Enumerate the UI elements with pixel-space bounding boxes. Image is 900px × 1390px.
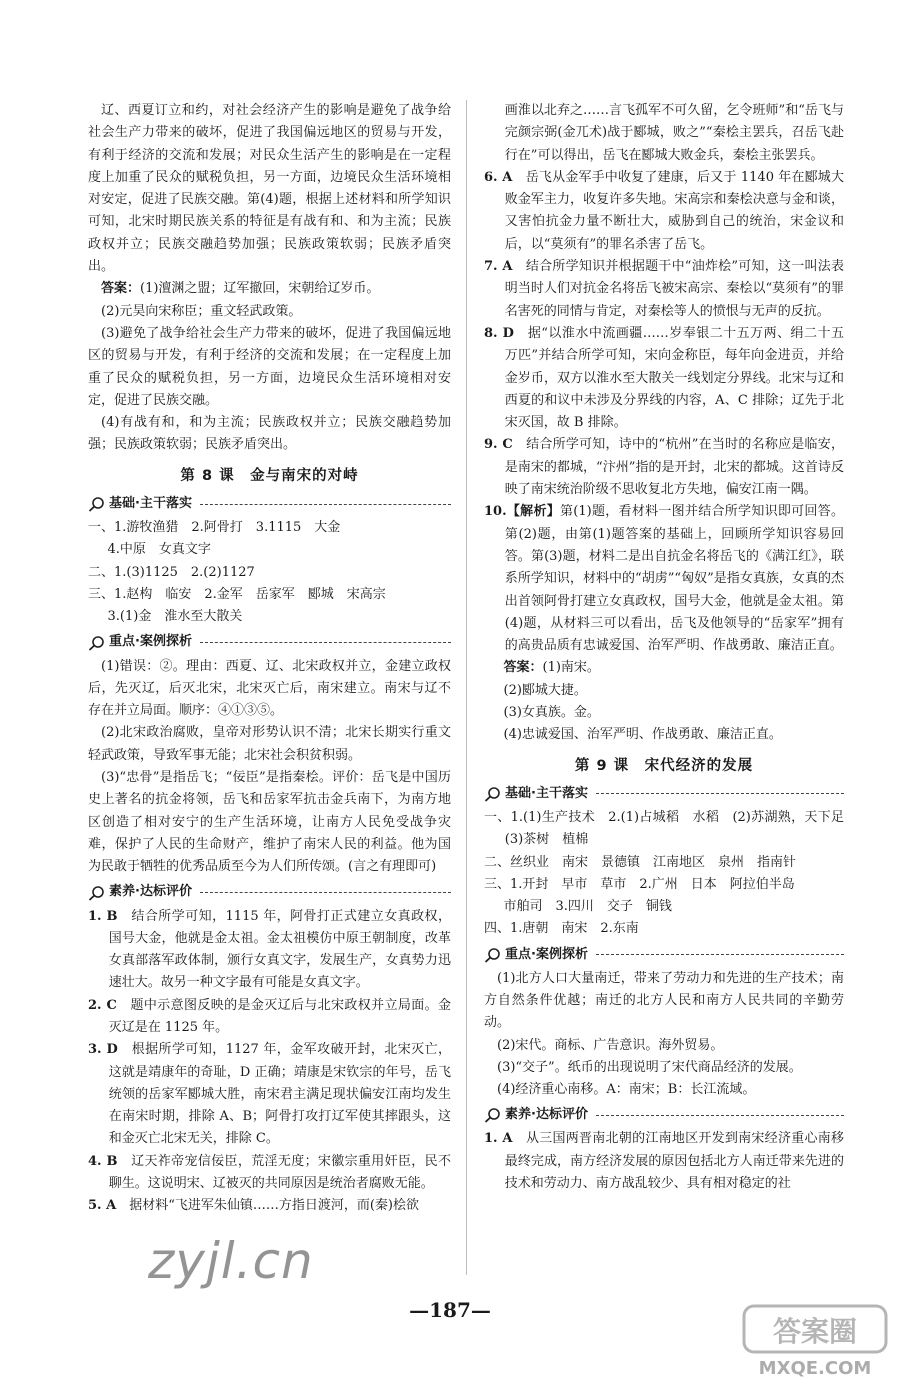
question-1 [88,906,451,995]
section-rule [200,892,451,893]
question-number: 3. D [88,1042,118,1058]
key-item-1: (1)北方人口大量南迁，带来了劳动力和先进的生产技术；南方自然条件优越；南迁的北方人民和南方人民共同的辛勤劳动。 [484,970,844,1031]
section-rule [200,504,451,505]
section-rule [596,793,844,794]
magnifier-icon [88,496,106,512]
question-10 [484,501,844,657]
watermark-left: zyjl.cn [148,1232,314,1290]
question-8 [484,323,844,434]
question-2 [88,995,451,1040]
question-number: 1. A [484,1131,513,1147]
watermark-right-text: MXQE.COM [758,1358,872,1379]
question-number: 4. B [88,1153,118,1169]
watermark-logo [740,1300,890,1380]
basic-item-2: 二、1.(3)1125 2.(2)1127 [88,564,255,580]
question-number: 1. B [88,908,118,924]
basic-item-1: 一、1.游牧渔猎 2.阿骨打 3.1115 大金 [88,520,341,536]
answer-1: (1)澶渊之盟；辽军撤回，宋朝给辽岁币。 [140,281,380,297]
question-9 [484,434,844,501]
answer-label: 答案： [101,281,141,297]
question-7 [484,256,844,323]
question-number: 6. A [484,169,513,185]
basic-item-1: 一、1.(1)生产技术 2.(1)占城稻 水稻 (2)苏湖熟，天下足 (3)茶树 植棉 [484,809,858,848]
question-1 [484,1128,844,1195]
question-number: 10.【解析】 [484,504,561,520]
section-rule [596,954,844,955]
key-item-4: (4)经济重心南移。A：南宋；B：长江流域。 [497,1082,756,1098]
section-title-key: 重点·案例探析 [505,946,588,962]
magnifier-icon [484,947,502,963]
key-item-1: (1)错误：②。理由：西夏、辽、北宋政权并立，金建立政权后，先灭辽，后灭北宋，北宋灭亡后，南宋建立。南宋与辽不存在并立局面。顺序：④①③⑤。 [88,658,451,719]
question-text: 辽天祚帝宠信佞臣，荒淫无度；宋徽宗重用奸臣，民不聊生。这说明宋、辽被灭的共同原因是统治者腐败无能。 [108,1153,451,1192]
answer-label: 答案： [503,660,543,676]
answer-2: (2)元昊向宋称臣；重文轻武政策。 [101,303,302,319]
basic-item-3: 三、1.开封 早市 草市 2.广州 日本 阿拉伯半岛 [484,876,795,892]
question-number: 8. D [484,325,514,341]
page-number: —187— [409,1298,491,1322]
watermark-logo-text: 答案圈 [772,1315,858,1348]
key-item-3: (3)“忠骨”是指岳飞；“佞臣”是指秦桧。评价：岳飞是中国历史上著名的抗金将领，岳飞和岳家军抗击金兵南下，为南方地区创造了相对安宁的生产生活环境，让南方人民免受战争灾难，保护了人民的生命财产，维护了南宋人民的利益。他为国为民敢于牺牲的优秀品质至今为人们所传颂。(言之有理即可) [88,770,451,875]
basic-item-2: 二、丝织业 南宋 景德镇 江南地区 泉州 指南针 [484,854,797,870]
magnifier-icon [88,885,106,901]
question-number: 9. C [484,437,513,453]
section-rule [596,1115,844,1116]
question-4 [88,1151,451,1196]
question-text: 结合所学可知，诗中的“杭州”在当时的名称应是临安，是南宋的都城，“汴州”指的是开封，北宋的都城。这首诗反映了南宋统治阶级不思收复北方失地，偏安江南一隅。 [504,437,844,498]
key-item-2: (2)北宋政治腐败，皇帝对形势认识不清；北宋长期实行重文轻武政策，导致军事无能；北宋社会积贫积弱。 [88,725,451,763]
question-text: 结合所学可知，1115 年，阿骨打正式建立女真政权，国号大金，他就是金太祖。金太祖模仿中原王朝制度，改革女真部落军政体制，颁行女真文字，发展生产，女真势力迅速壮大。故另一种文字最有可能是女真文字。 [108,908,451,991]
question-text: 根据所学可知，1127 年，金军攻破开封，北宋灭亡，这就是靖康年的奇耻，D 正确；靖康是宋钦宗的年号，岳飞统领的岳家军郾城大胜，南宋君主满足现状偏安江南均发生在南宋时期，排除 A、B；阿骨打攻打辽军使其摔跟头，这和金灭亡北宋无关，排除 C。 [108,1042,451,1147]
basic-item-3: 三、1.赵构 临安 2.金军 岳家军 郾城 宋高宗 [88,586,386,602]
question-text: 结合所学知识并根据题干中“油炸桧”可知，这一叫法表明当时人们对抗金名将岳飞被宋高宗、秦桧以“莫须有”的罪名害死的同情与肯定，对秦桧等人的愤恨与无声的反抗。 [504,259,844,319]
left-column [88,100,451,1218]
basic-item-4: 四、1.唐朝 南宋 2.东南 [484,921,639,937]
question-text: 据“以淮水中流画疆……岁奉银二十五万两、绢二十五万匹”并结合所学可知，宋向金称臣，每年向金进贡，并给金岁币，双方以淮水至大散关一线划定分界线。北宋与辽和西夏的和议中未涉及分界线的内容，A、C 排除；辽先于北宋灭国，故 B 排除。 [504,325,844,431]
answer-2: (2)郾城大捷。 [503,682,587,698]
question-number: 5. A [88,1198,117,1214]
question-5 [88,1195,451,1217]
question-number: 2. C [88,997,117,1013]
question-text: 岳飞从金军手中收复了建康，后又于 1140 年在郾城大败金军主力，收复许多失地。宋高宗和秦桧决意与金和谈，又害怕抗金力量不断壮大，威胁到自己的统治，宋金议和后，以“莫须有”的罪名杀害了岳飞。 [504,169,844,252]
question-3 [88,1039,451,1150]
column-divider [466,100,467,1275]
key-item-3: (3)“交子”。纸币的出现说明了宋代商品经济的发展。 [497,1059,802,1075]
magnifier-icon [88,635,106,651]
section-title-eval: 素养·达标评价 [109,884,192,900]
question-6 [484,167,844,256]
question-text: 题中示意图反映的是金灭辽后与北宋政权并立局面。金灭辽是在 1125 年。 [108,997,451,1035]
answer-3: (3)女真族。金。 [503,705,600,721]
magnifier-icon [484,1107,502,1123]
intro-paragraph: 辽、西夏订立和约，对社会经济产生的影响是避免了战争给社会生产力带来的破坏，促进了我国偏远地区的贸易与开发，有利于经济的交流和发展；对民众生活产生的影响是在一定程度上加重了民众的赋税负担，另一方面，边境民众生活环境相对安定，促进了民族交融。第(4)题，根据上述材料和所学知识可知，北宋时期民族关系的特征是有战有和、和为主流；民族政权并立；民族交融趋势加强；民族政策软弱；民族矛盾突出。 [88,103,451,275]
question-number: 7. A [484,259,513,275]
basic-item-3b: 3.(1)金 淮水至大散关 [107,609,243,625]
section-header-key [88,632,451,654]
right-column [484,100,858,1195]
answer-3: (3)避免了战争给社会生产力带来的破坏，促进了我国偏远地区的贸易与开发，有利于经济的交流和发展；在一定程度上加重了民众的赋税负担，另一方面，边境民众生活环境相对安定，促进了民族交融。 [88,325,451,408]
section-header-basic [484,783,844,805]
answer-4: (4)有战有和，和为主流；民族政权并立；民族交融趋势加强；民族政策软弱；民族矛盾突出。 [88,415,451,453]
lesson-9-title: 第 9 课 宋代经济的发展 [574,757,754,774]
section-rule [200,642,451,643]
section-header-eval [484,1104,844,1126]
section-title-key: 重点·案例探析 [109,634,192,650]
answer-label-row [484,657,844,679]
key-item-2: (2)宋代。商标、广告意识。海外贸易。 [497,1037,724,1053]
section-header-eval [88,882,451,904]
basic-item-3b: 市舶司 3.四川 交子 铜钱 [503,899,672,915]
answer-label-row [88,278,451,300]
question-5-continued: 画淮以北弃之……言飞孤军不可久留，乞令班师”和“岳飞与完颜宗弼(金兀术)战于郾城，败之”“秦桧主罢兵，召岳飞赴行在”可以得出，岳飞在郾城大败金兵，秦桧主张罢兵。 [504,103,844,163]
basic-item-1b: 4.中原 女真文字 [107,542,211,558]
question-text: 据材料“飞进军朱仙镇……方指日渡河，而(秦)桧欲 [129,1198,419,1214]
magnifier-icon [484,786,502,802]
section-header-key [484,944,844,966]
question-text: 第(1)题，看材料一图并结合所学知识即可回答。第(2)题，由第(1)题答案的基础上，回顾所学知识容易回答。第(3)题，材料二是出自抗金名将岳飞的《满江红》，联系所学知识，材料中的“胡虏”“匈奴”是指女真族，女真的杰出首领阿骨打建立女真政权，国号大金，他就是金太祖。第(4)题，从材料三可以看出，岳飞及他领导的“岳家军”拥有的高贵品质有忠诚爱国、治军严明、作战勇敢、廉洁正直。 [504,504,844,654]
section-title-basic: 基础·主干落实 [505,785,588,801]
section-title-eval: 素养·达标评价 [505,1107,588,1123]
question-text: 从三国两晋南北朝的江南地区开发到南宋经济重心南移最终完成，南方经济发展的原因包括北方人南迁带来先进的技术和劳动力、南方战乱较少、具有相对稳定的社 [504,1131,844,1192]
answer-4: (4)忠诚爱国、治军严明、作战勇敢、廉洁正直。 [503,727,782,743]
lesson-8-title: 第 8 课 金与南宋的对峙 [180,467,359,484]
section-header-basic [88,493,451,515]
section-title-basic: 基础·主干落实 [109,495,192,511]
answer-1: (1)南宋。 [542,660,600,676]
